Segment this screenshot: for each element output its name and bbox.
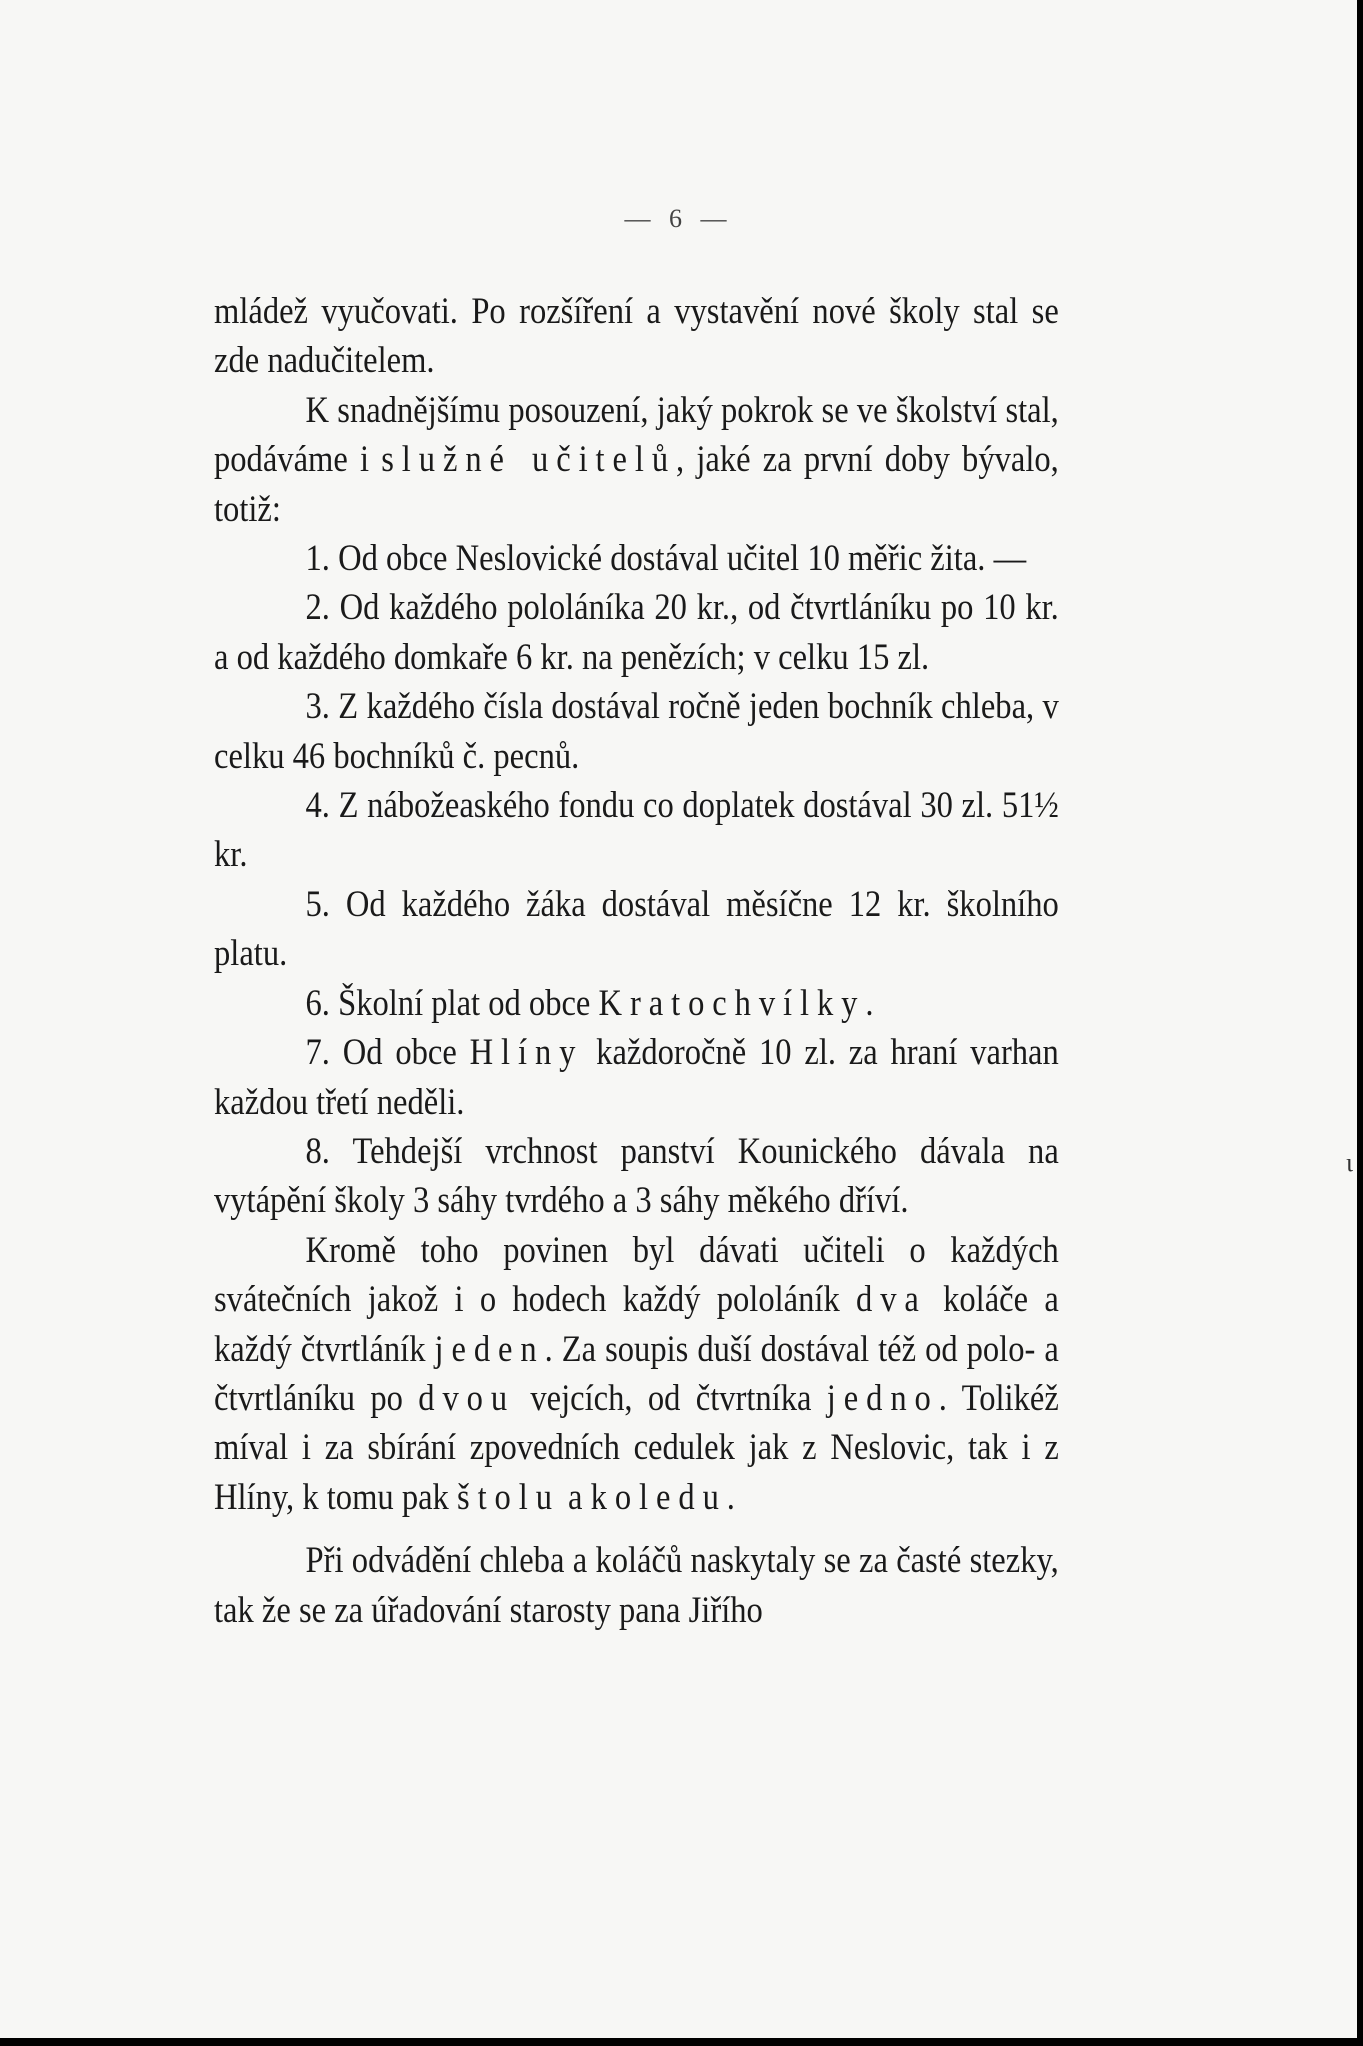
text-run: . xyxy=(726,1476,735,1518)
spaced-emphasis: dvou xyxy=(418,1377,516,1419)
text-run: K snadnějšímu posouzení, jaký pokrok se ve školství stal, podáváme i xyxy=(214,389,1059,481)
page-number: — 6 — xyxy=(624,204,733,233)
body-text xyxy=(214,287,1059,1635)
list-item-6 xyxy=(214,979,1059,1028)
text-run: 7. Od obce xyxy=(305,1032,470,1074)
spaced-emphasis: Hlíny xyxy=(469,1032,584,1074)
list-item-7 xyxy=(214,1028,1059,1127)
paragraph-3 xyxy=(214,1226,1059,1522)
text-run: Kromě toho povinen byl dávati učiteli o každých svátečních jakož i o hodech každý pololáník xyxy=(214,1229,1059,1321)
text-run: . Za soupis duší dostával též od polo- a čtvrtláníku po xyxy=(214,1328,1059,1419)
paragraph-2 xyxy=(214,386,1059,534)
spaced-emphasis: koledu xyxy=(590,1476,727,1518)
text-run: , jaké za první doby bývalo, totiž: xyxy=(214,439,1059,530)
spaced-emphasis: dva xyxy=(856,1279,927,1321)
list-item-1: 1. Od obce Neslovické dostával učitel 10 měřic žita. — xyxy=(305,538,1027,580)
text-run: koláče a každý čtvrtláník xyxy=(214,1279,1059,1370)
text-run: každoročně 10 zl. za hraní varhan každou třetí neděli. xyxy=(214,1032,1059,1123)
margin-mark: ι xyxy=(1346,1148,1353,1177)
text-run: 6. Školní plat od obce xyxy=(305,982,599,1024)
paragraph-4: Při odvádění chleba a koláčů naskytaly se za časté stezky, tak že se za úřadování starosty pana Jiřího xyxy=(214,1540,1059,1631)
text-run: . xyxy=(865,982,874,1024)
list-item-3: 3. Z každého čísla dostával ročně jeden bochník chleba, v celku 46 bochníků č. pecnů. xyxy=(214,686,1059,777)
spaced-emphasis: Kratochvílky xyxy=(598,982,866,1024)
text-run: . Tolikéž míval i za sbírání zpovedních cedulek jak z Neslovic, tak i z Hlíny, k tomu pak xyxy=(214,1377,1059,1518)
spaced-emphasis: služné učitelů xyxy=(381,439,677,481)
spaced-emphasis: štolu xyxy=(456,1476,560,1518)
spaced-emphasis: jeden xyxy=(434,1328,545,1370)
spaced-emphasis: jedno xyxy=(826,1377,939,1419)
list-item-2: 2. Od každého pololáníka 20 kr., od čtvrtláníku po 10 kr. a od každého domkaře 6 kr. na penězích; v celku 15 zl. xyxy=(214,587,1059,678)
list-item-8: 8. Tehdejší vrchnost panství Kounického dávala na vytápění školy 3 sáhy tvrdého a 3 sáhy měkého dříví. xyxy=(214,1130,1059,1222)
paragraph-1: mládež vyučovati. Po rozšíření a vystavění nové školy stal se zde nadučitelem. xyxy=(214,291,1059,382)
text-run: vejcích, od čtvrtníka xyxy=(515,1377,827,1419)
text-run: a xyxy=(559,1476,591,1518)
list-item-4: 4. Z nábožeaského fondu co doplatek dostával 30 zl. 51½ kr. xyxy=(214,785,1059,876)
list-item-5: 5. Od každého žáka dostával měsíčne 12 kr. školního platu. xyxy=(214,883,1059,975)
